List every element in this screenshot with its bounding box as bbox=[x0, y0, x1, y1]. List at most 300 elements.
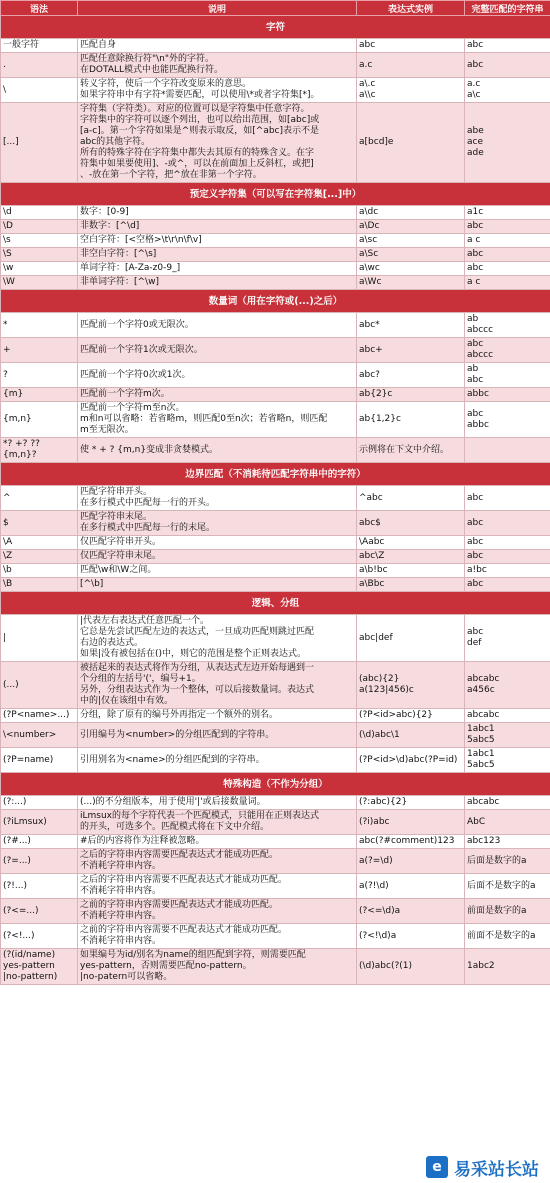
site-watermark bbox=[418, 1151, 550, 1183]
cell-line: 字符集（字符类）。对应的位置可以是字符集中任意字符。 bbox=[80, 104, 310, 114]
cell-line: a(?=\d) bbox=[359, 855, 393, 866]
cell-example bbox=[357, 486, 465, 511]
table-row bbox=[1, 536, 550, 550]
cell-syntax bbox=[1, 39, 78, 53]
cell-line: 一般字符 bbox=[3, 40, 40, 50]
cell-match bbox=[465, 103, 550, 183]
cell-line: 它总是先尝试匹配左边的表达式，一旦成功匹配则跳过匹配 bbox=[80, 627, 315, 637]
cell-line: 匹配字符串开头。 bbox=[80, 487, 153, 497]
cell-line: (\d)abc(?(1) bbox=[359, 961, 412, 971]
cell-line: \Aabc bbox=[359, 537, 385, 547]
cell-line: 个分组的左括号'('，编号+1。 bbox=[80, 674, 201, 684]
cell-line: 所有的特殊字符在字符集中都失去其原有的特殊含义。在字 bbox=[80, 148, 315, 158]
cell-syntax bbox=[1, 550, 78, 564]
cell-example bbox=[357, 949, 465, 985]
cell-line: 字符集中的字符可以逐个列出，也可以给出范围，如[abc]或 bbox=[80, 115, 320, 125]
cell-line: abc bbox=[467, 551, 484, 561]
section-title: 逻辑、分组 bbox=[1, 592, 550, 615]
cell-line: (?<=\d)a bbox=[359, 905, 401, 916]
cell-line: 匹配字符串末尾。 bbox=[80, 512, 153, 522]
cell-description bbox=[78, 262, 357, 276]
cell-match bbox=[465, 796, 550, 810]
header-full-match: 完整匹配的字符串 bbox=[465, 1, 550, 16]
cell-example bbox=[357, 723, 465, 748]
cell-line: 示例将在下文中介绍。 bbox=[359, 444, 450, 455]
section-header-row bbox=[1, 773, 550, 796]
cell-line: (?P<id>abc){2} bbox=[359, 710, 433, 720]
cell-example bbox=[357, 262, 465, 276]
cell-syntax bbox=[1, 874, 78, 899]
table-row bbox=[1, 438, 550, 463]
header-example: 表达式实例 bbox=[357, 1, 465, 16]
cell-line: {m,n}? bbox=[3, 450, 37, 460]
table-row bbox=[1, 874, 550, 899]
cell-line: 另外，分组表达式作为一个整体，可以后接数量词。表达式 bbox=[80, 685, 315, 695]
table-row bbox=[1, 615, 550, 662]
cell-line: a\Sc bbox=[359, 249, 379, 259]
table-row bbox=[1, 511, 550, 536]
cell-line: 后面不是数字的a bbox=[467, 880, 536, 891]
cell-match bbox=[465, 262, 550, 276]
cell-syntax bbox=[1, 564, 78, 578]
cell-match bbox=[465, 486, 550, 511]
cell-line: abc\Z bbox=[359, 551, 385, 561]
cell-match bbox=[465, 536, 550, 550]
cell-syntax bbox=[1, 313, 78, 338]
cell-line: ab{2}c bbox=[359, 389, 393, 399]
cell-syntax bbox=[1, 438, 78, 463]
table-row bbox=[1, 388, 550, 402]
table-row bbox=[1, 924, 550, 949]
section-header-row bbox=[1, 16, 550, 39]
cell-description bbox=[78, 874, 357, 899]
cell-line: abc bbox=[467, 627, 484, 637]
cell-syntax bbox=[1, 220, 78, 234]
cell-example bbox=[357, 248, 465, 262]
cell-line: |代表左右表达式任意匹配一个。 bbox=[80, 616, 210, 626]
cell-line: (?iLmsux) bbox=[3, 816, 47, 827]
cell-description bbox=[78, 39, 357, 53]
cell-line: 空白字符：[<空格>\t\r\n\f\v] bbox=[80, 235, 202, 245]
cell-syntax bbox=[1, 849, 78, 874]
cell-match bbox=[465, 874, 550, 899]
cell-syntax bbox=[1, 662, 78, 709]
section-title: 特殊构造（不作为分组） bbox=[1, 773, 550, 796]
cell-line: (?:...) bbox=[3, 797, 27, 807]
cell-example bbox=[357, 899, 465, 924]
cell-line: (?=...) bbox=[3, 855, 31, 866]
cell-line: m和n可以省略：若省略m，则匹配0至n次；若省略n，则匹配 bbox=[80, 414, 328, 424]
cell-match bbox=[465, 78, 550, 103]
cell-description bbox=[78, 810, 357, 835]
cell-example bbox=[357, 615, 465, 662]
cell-line: \b bbox=[3, 565, 12, 575]
cell-match bbox=[465, 220, 550, 234]
cell-line: abc? bbox=[359, 369, 380, 380]
cell-example bbox=[357, 796, 465, 810]
cell-line: a\.c bbox=[359, 79, 376, 89]
cell-syntax bbox=[1, 486, 78, 511]
cell-line: 引用编号为<number>的分组匹配到的字符串。 bbox=[80, 729, 275, 740]
cell-line: (?#...) bbox=[3, 836, 31, 846]
cell-line: 如果编号为id/别名为name的组匹配到字符，则需要匹配 bbox=[80, 950, 306, 960]
cell-match bbox=[465, 276, 550, 290]
cell-match bbox=[465, 835, 550, 849]
cell-line: (?i)abc bbox=[359, 816, 390, 827]
cell-line: abe bbox=[467, 126, 484, 136]
cell-match bbox=[465, 662, 550, 709]
cell-line: abcabc bbox=[467, 674, 500, 684]
cell-line: {m,n} bbox=[3, 414, 32, 424]
cell-line: abc$ bbox=[359, 517, 381, 528]
cell-example bbox=[357, 835, 465, 849]
cell-description bbox=[78, 564, 357, 578]
cell-line: |no-patern可以省略。 bbox=[80, 972, 173, 982]
cell-example bbox=[357, 402, 465, 438]
cell-line: 数字：[0-9] bbox=[80, 207, 129, 217]
cell-line: [a-c]。第一个字符如果是^则表示取反，如[^abc]表示不是 bbox=[80, 126, 320, 136]
cell-match bbox=[465, 723, 550, 748]
cell-line: ab{1,2}c bbox=[359, 414, 401, 424]
cell-line: (...)的不分组版本，用于使用'|'或后接数量词。 bbox=[80, 797, 266, 807]
cell-line: + bbox=[3, 344, 11, 355]
cell-description bbox=[78, 388, 357, 402]
table-row bbox=[1, 53, 550, 78]
cell-line: a\b!bc bbox=[359, 565, 388, 575]
cell-line: yes-pattern bbox=[3, 961, 55, 971]
cell-line: \B bbox=[3, 579, 13, 589]
cell-syntax bbox=[1, 276, 78, 290]
cell-line: 前面是数字的a bbox=[467, 905, 527, 916]
cell-line: | bbox=[3, 632, 7, 643]
cell-line: a!bc bbox=[467, 565, 487, 575]
table-row bbox=[1, 39, 550, 53]
table-row bbox=[1, 276, 550, 290]
cell-line: abc bbox=[467, 249, 484, 259]
section-title: 字符 bbox=[1, 16, 550, 39]
cell-match bbox=[465, 53, 550, 78]
cell-line: abc bbox=[467, 375, 484, 385]
cell-line: a(?!\d) bbox=[359, 880, 389, 891]
cell-description bbox=[78, 276, 357, 290]
cell-line: 在DOTALL模式中也能匹配换行符。 bbox=[80, 65, 223, 75]
cell-line: abc bbox=[467, 40, 484, 50]
cell-line: 匹配前一个字符m次。 bbox=[80, 389, 170, 399]
cell-example bbox=[357, 536, 465, 550]
cell-example bbox=[357, 924, 465, 949]
cell-description bbox=[78, 835, 357, 849]
cell-line: a456c bbox=[467, 685, 495, 695]
cell-line: 非单词字符：[^\w] bbox=[80, 277, 159, 287]
section-title: 数量词（用在字符或(...)之后） bbox=[1, 290, 550, 313]
cell-line: 如果|没有被包括在()中，则它的范围是整个正则表达式。 bbox=[80, 649, 307, 659]
cell-example bbox=[357, 234, 465, 248]
cell-line: a\Wc bbox=[359, 277, 382, 287]
cell-description bbox=[78, 536, 357, 550]
cell-description bbox=[78, 438, 357, 463]
cell-line: abc|def bbox=[359, 632, 393, 643]
header-row bbox=[1, 1, 550, 16]
cell-line: (?<=...) bbox=[3, 905, 39, 916]
cell-line: abcabc bbox=[467, 710, 500, 720]
cell-line: 在多行模式中匹配每一行的开头。 bbox=[80, 498, 216, 508]
table-row bbox=[1, 103, 550, 183]
cell-line: 不消耗字符串内容。 bbox=[80, 911, 162, 921]
cell-description bbox=[78, 338, 357, 363]
cell-line: [...] bbox=[3, 137, 19, 147]
cell-line: (...) bbox=[3, 679, 19, 690]
cell-line: * bbox=[3, 319, 8, 330]
cell-example bbox=[357, 39, 465, 53]
cell-line: 之前的字符串内容需要不匹配表达式才能成功匹配。 bbox=[80, 925, 288, 935]
cell-line: a[bcd]e bbox=[359, 137, 394, 147]
cell-description bbox=[78, 363, 357, 388]
table-row bbox=[1, 748, 550, 773]
cell-description bbox=[78, 709, 357, 723]
cell-line: a\Bbc bbox=[359, 579, 385, 589]
cell-description bbox=[78, 662, 357, 709]
table-row bbox=[1, 78, 550, 103]
cell-line: \S bbox=[3, 249, 12, 259]
cell-description bbox=[78, 578, 357, 592]
cell-line: |no-pattern) bbox=[3, 972, 58, 982]
cell-line: 的开头，可选多个。匹配模式将在下文中介绍。 bbox=[80, 822, 270, 832]
table-row bbox=[1, 220, 550, 234]
cell-syntax bbox=[1, 899, 78, 924]
cell-line: 右边的表达式。 bbox=[80, 638, 144, 648]
cell-line: abccc bbox=[467, 350, 494, 360]
cell-description bbox=[78, 796, 357, 810]
cell-line: abc的其他字符。 bbox=[80, 137, 151, 147]
cell-line: (?!...) bbox=[3, 880, 27, 891]
cell-line: 不消耗字符串内容。 bbox=[80, 886, 162, 896]
cell-line: 之后的字符串内容需要匹配表达式才能成功匹配。 bbox=[80, 850, 279, 860]
table-row bbox=[1, 550, 550, 564]
cell-line: a\dc bbox=[359, 207, 379, 217]
cell-line: ace bbox=[467, 137, 484, 147]
cell-syntax bbox=[1, 536, 78, 550]
cell-line: 分组，除了原有的编号外再指定一个额外的别名。 bbox=[80, 710, 279, 720]
cell-line: abc bbox=[467, 492, 484, 503]
cell-line: abbc bbox=[467, 389, 489, 399]
cell-line: 引用别名为<name>的分组匹配到的字符串。 bbox=[80, 754, 265, 765]
cell-example bbox=[357, 709, 465, 723]
cell-line: . bbox=[3, 59, 6, 70]
cell-syntax bbox=[1, 388, 78, 402]
cell-match bbox=[465, 709, 550, 723]
table-row bbox=[1, 363, 550, 388]
cell-line: ade bbox=[467, 148, 484, 158]
cell-line: (?(id/name) bbox=[3, 950, 56, 960]
cell-description bbox=[78, 899, 357, 924]
cell-line: 单词字符：[A-Za-z0-9_] bbox=[80, 263, 181, 273]
cell-syntax bbox=[1, 578, 78, 592]
cell-line: 仅匹配字符串开头。 bbox=[80, 537, 162, 547]
cell-line: 匹配前一个字符m至n次。 bbox=[80, 403, 185, 413]
cell-line: 匹配前一个字符0或无限次。 bbox=[80, 319, 194, 330]
cell-line: 1abc2 bbox=[467, 961, 495, 971]
section-header-row bbox=[1, 290, 550, 313]
cell-example bbox=[357, 206, 465, 220]
cell-line: 1abc1 bbox=[467, 724, 495, 734]
cell-description bbox=[78, 248, 357, 262]
cell-syntax bbox=[1, 835, 78, 849]
table-row bbox=[1, 234, 550, 248]
cell-line: iLmsux的每个字符代表一个匹配模式，只能用在正则表达式 bbox=[80, 811, 320, 821]
cell-line: 前面不是数字的a bbox=[467, 930, 536, 941]
cell-line: (\d)abc\1 bbox=[359, 729, 400, 740]
cell-line: ^abc bbox=[359, 492, 383, 503]
cell-syntax bbox=[1, 234, 78, 248]
cell-line: (?<!...) bbox=[3, 930, 35, 941]
cell-description bbox=[78, 220, 357, 234]
cell-description bbox=[78, 511, 357, 536]
cell-match bbox=[465, 748, 550, 773]
cell-line: (?P=name) bbox=[3, 754, 54, 765]
cell-line: a\\c bbox=[359, 90, 376, 100]
cell-description bbox=[78, 849, 357, 874]
cell-description bbox=[78, 949, 357, 985]
cell-line: ? bbox=[3, 369, 8, 380]
cell-line: \W bbox=[3, 277, 15, 287]
cell-syntax bbox=[1, 810, 78, 835]
table-row bbox=[1, 723, 550, 748]
cell-example bbox=[357, 276, 465, 290]
cell-example bbox=[357, 220, 465, 234]
cell-line: \w bbox=[3, 263, 14, 273]
cell-match bbox=[465, 615, 550, 662]
site-name: 易采站长站 bbox=[454, 1159, 539, 1180]
cell-match bbox=[465, 388, 550, 402]
cell-line: \s bbox=[3, 235, 11, 245]
cell-line: 之后的字符串内容需要不匹配表达式才能成功匹配。 bbox=[80, 875, 288, 885]
cell-match bbox=[465, 849, 550, 874]
cell-line: a\sc bbox=[359, 235, 378, 245]
table-row bbox=[1, 796, 550, 810]
cell-line: abc bbox=[467, 59, 484, 70]
section-header-row bbox=[1, 592, 550, 615]
cell-line: 非空白字符：[^\s] bbox=[80, 249, 157, 259]
cell-line: 匹配任意除换行符"\n"外的字符。 bbox=[80, 54, 215, 64]
cell-match bbox=[465, 313, 550, 338]
cell-line: (?:abc){2} bbox=[359, 797, 408, 807]
cell-line: \ bbox=[3, 84, 7, 95]
cell-line: a c bbox=[467, 277, 481, 287]
cell-description bbox=[78, 206, 357, 220]
cell-line: 之前的字符串内容需要匹配表达式才能成功匹配。 bbox=[80, 900, 279, 910]
cell-syntax bbox=[1, 363, 78, 388]
cell-syntax bbox=[1, 338, 78, 363]
cell-description bbox=[78, 78, 357, 103]
cell-example bbox=[357, 550, 465, 564]
cell-syntax bbox=[1, 248, 78, 262]
cell-line: 仅匹配字符串末尾。 bbox=[80, 551, 162, 561]
cell-example bbox=[357, 748, 465, 773]
cell-syntax bbox=[1, 723, 78, 748]
cell-description bbox=[78, 234, 357, 248]
cell-syntax bbox=[1, 709, 78, 723]
cell-line: 非数字：[^\d] bbox=[80, 221, 140, 231]
cell-syntax bbox=[1, 53, 78, 78]
cell-example bbox=[357, 78, 465, 103]
cell-line: abc bbox=[467, 339, 484, 349]
cell-line: 5abc5 bbox=[467, 760, 495, 770]
cell-syntax bbox=[1, 924, 78, 949]
section-header-row bbox=[1, 463, 550, 486]
cell-line: abc bbox=[467, 517, 484, 528]
cell-syntax bbox=[1, 949, 78, 985]
cell-line: {m} bbox=[3, 389, 24, 399]
cell-match bbox=[465, 338, 550, 363]
cell-line: a\wc bbox=[359, 263, 380, 273]
table-row bbox=[1, 262, 550, 276]
cell-line: ab bbox=[467, 314, 479, 324]
cell-line: abc bbox=[467, 263, 484, 273]
cell-line: abc* bbox=[359, 319, 380, 330]
cell-syntax bbox=[1, 78, 78, 103]
cell-line: a.c bbox=[359, 59, 373, 70]
table-row bbox=[1, 835, 550, 849]
table-row bbox=[1, 849, 550, 874]
cell-line: 使 * + ? {m,n}变成非贪婪模式。 bbox=[80, 444, 219, 455]
table-row bbox=[1, 206, 550, 220]
cell-line: \A bbox=[3, 537, 13, 547]
cell-example bbox=[357, 578, 465, 592]
cell-line: AbC bbox=[467, 816, 486, 827]
cell-line: 中的|仅在该组中有效。 bbox=[80, 696, 174, 706]
cell-line: (abc){2} bbox=[359, 674, 400, 684]
cell-line: (?<!\d)a bbox=[359, 930, 397, 941]
cell-line: abc bbox=[467, 579, 484, 589]
site-logo-icon: e bbox=[426, 1156, 448, 1178]
cell-example bbox=[357, 874, 465, 899]
cell-line: 不消耗字符串内容。 bbox=[80, 861, 162, 871]
cell-line: def bbox=[467, 638, 482, 648]
cell-line: 1abc1 bbox=[467, 749, 495, 759]
table-row bbox=[1, 248, 550, 262]
header-syntax: 语法 bbox=[1, 1, 78, 16]
cell-line: 后面是数字的a bbox=[467, 855, 527, 866]
cell-line: a1c bbox=[467, 207, 484, 217]
cell-match bbox=[465, 402, 550, 438]
cell-syntax bbox=[1, 103, 78, 183]
cell-example bbox=[357, 810, 465, 835]
cell-match bbox=[465, 234, 550, 248]
cell-example bbox=[357, 53, 465, 78]
cell-line: [^\b] bbox=[80, 579, 104, 589]
cell-description bbox=[78, 486, 357, 511]
cell-line: $ bbox=[3, 517, 9, 528]
cell-line: a\Dc bbox=[359, 221, 380, 231]
cell-line: #后的内容将作为注释被忽略。 bbox=[80, 836, 205, 846]
table-row bbox=[1, 564, 550, 578]
cell-line: 匹配前一个字符0次或1次。 bbox=[80, 369, 191, 380]
cell-line: abc bbox=[467, 537, 484, 547]
cell-description bbox=[78, 723, 357, 748]
table-row bbox=[1, 810, 550, 835]
cell-match bbox=[465, 899, 550, 924]
cell-description bbox=[78, 550, 357, 564]
table-row bbox=[1, 949, 550, 985]
cell-match bbox=[465, 810, 550, 835]
cell-syntax bbox=[1, 615, 78, 662]
cell-match bbox=[465, 39, 550, 53]
cell-line: abbc bbox=[467, 419, 489, 430]
table-body bbox=[1, 16, 550, 985]
cell-example bbox=[357, 388, 465, 402]
table-row bbox=[1, 338, 550, 363]
cell-match bbox=[465, 248, 550, 262]
